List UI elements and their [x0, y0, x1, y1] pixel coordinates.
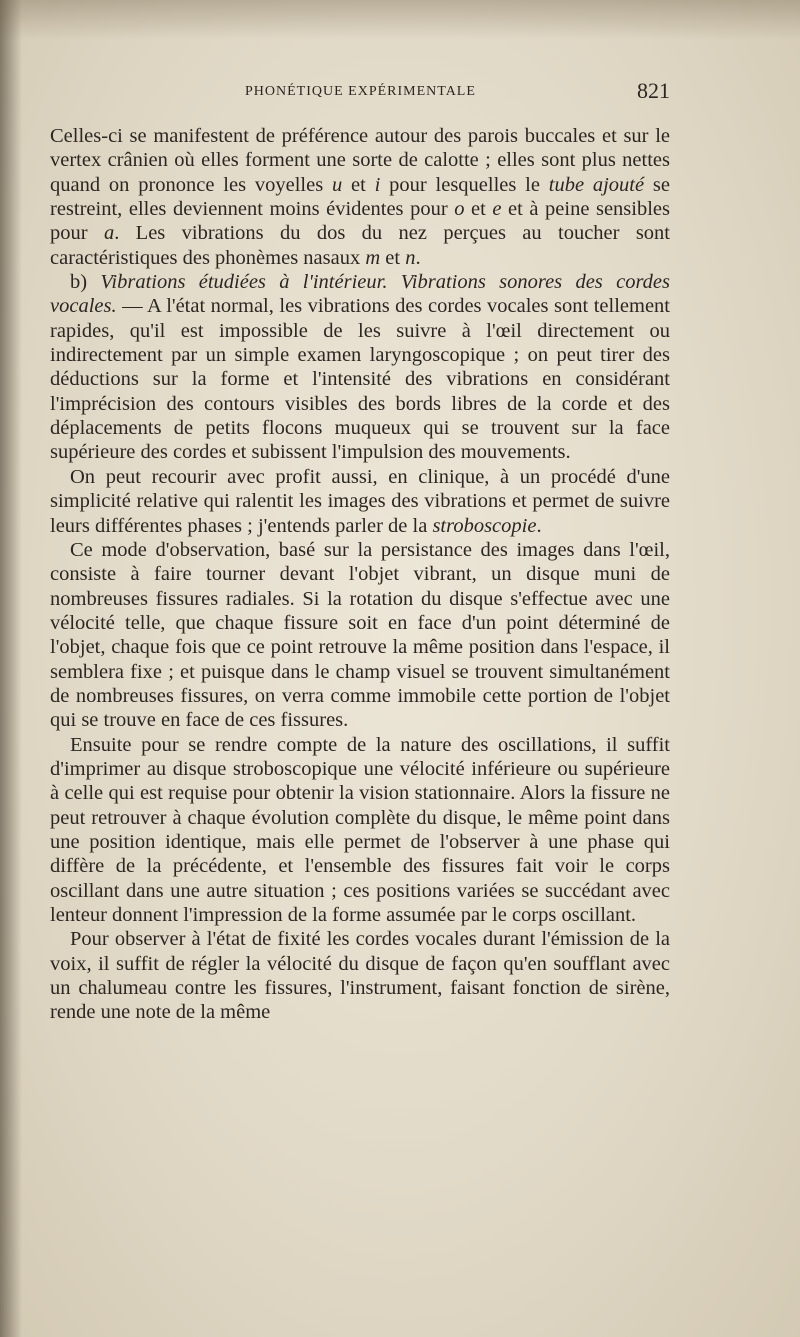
text-run: . — [415, 246, 421, 269]
italic-run: stroboscopie — [432, 514, 537, 537]
italic-run: m — [365, 246, 381, 269]
italic-run: o — [454, 198, 465, 221]
text-run: On peut recourir avec profit aussi, en clinique, à un procédé d'une simplicité relative qui ralentit les images des vibrations et permet de suivre leurs différentes phases ; j'entends parler de la — [50, 465, 670, 537]
spine-shadow — [0, 0, 22, 1337]
body-text — [50, 124, 670, 1025]
text-run: se restreint, elles deviennent moins évidentes pour — [50, 173, 670, 221]
text-run: et à peine sensibles pour — [50, 198, 671, 245]
text-run: et — [380, 246, 406, 269]
italic-run: n — [405, 246, 416, 269]
section-heading: Vibrations étudiées à l'intérieur. Vibrations sonores des cordes vocales. — [50, 271, 670, 318]
text-run: . Les vibrations du dos du nez perçues au toucher sont caractéristiques des phonèmes nasaux — [50, 222, 670, 269]
text-run: pour lesquelles le — [380, 173, 549, 196]
text-run: — A l'état normal, les vibrations des cordes vocales sont tellement rapides, qu'il est impossible de les suivre à l'œil directement ou indirectement par un simple examen laryngoscopique ; on peut tirer des déductions sur la forme et l'intensité des vibrations en considérant l'imprécision des contours visibles des bords libres de la corde et des déplacements de petits flocons muqueux qui se trouvent sur la face supérieure des cordes et subissent l'impulsion des mouvements. — [50, 295, 670, 464]
italic-run: u — [331, 173, 343, 196]
text-run: et — [342, 173, 375, 196]
text-run: et — [464, 198, 493, 221]
page-number: 821 — [637, 78, 670, 103]
section-marker: b) — [70, 271, 101, 294]
paragraph-5: Ensuite pour se rendre compte de la nature des oscillations, il suffit d'imprimer au disque stroboscopique une vélocité inférieure ou supérieure à celle qui est requise pour obtenir la vision stationnaire. Alors la fissure ne peut retrouver à chaque évolution complète du disque, le même point dans une position identique, mais elle permet de l'observer à une phase qui diffère de la précédente, et l'ensemble des fissures fait voir le corps oscillant dans une autre situation ; ces positions variées se succédant avec lenteur donnent l'impression de la forme assumée par le corps oscillant. — [50, 733, 670, 926]
paragraph-6: Pour observer à l'état de fixité les cordes vocales durant l'émission de la voix, il suffit de régler la vélocité du disque de façon qu'en soufflant avec un chalumeau contre les fissures, l'instrument, faisant fonction de sirène, rende une note de la même — [50, 928, 670, 1024]
running-head — [60, 80, 670, 110]
running-title: PHONÉTIQUE EXPÉRIMENTALE — [245, 84, 476, 99]
paragraph-3 — [50, 465, 670, 538]
paragraph-4: Ce mode d'observation, basé sur la persistance des images dans l'œil, consiste à faire tourner devant l'objet vibrant, un disque muni de nombreuses fissures radiales. Si la rotation du disque s'effectue avec une vélocité telle, que chaque fissure soit en face d'un point déterminé de l'objet, chaque fois que ce point retrouve la même position dans l'espace, il semblera fixe ; et puisque dans le champ visuel se trouvent simultanément de nombreuses fissures, on verra comme immobile cette portion de l'objet qui se trouve en face de ces fissures. — [50, 538, 670, 732]
paragraph-1 — [50, 124, 670, 270]
text-run: . — [536, 514, 542, 537]
top-shadow — [0, 0, 800, 40]
italic-run: tube ajouté — [548, 173, 645, 196]
italic-run: i — [374, 173, 381, 196]
italic-run: a — [103, 222, 115, 245]
text-run: Celles-ci se manifestent de préférence autour des parois buccales et sur le vertex crânien où elles forment une sorte de calotte ; elles sont plus nettes quand on prononce les voyelles — [50, 125, 670, 196]
paragraph-2 — [50, 270, 670, 465]
italic-run: e — [492, 198, 502, 221]
